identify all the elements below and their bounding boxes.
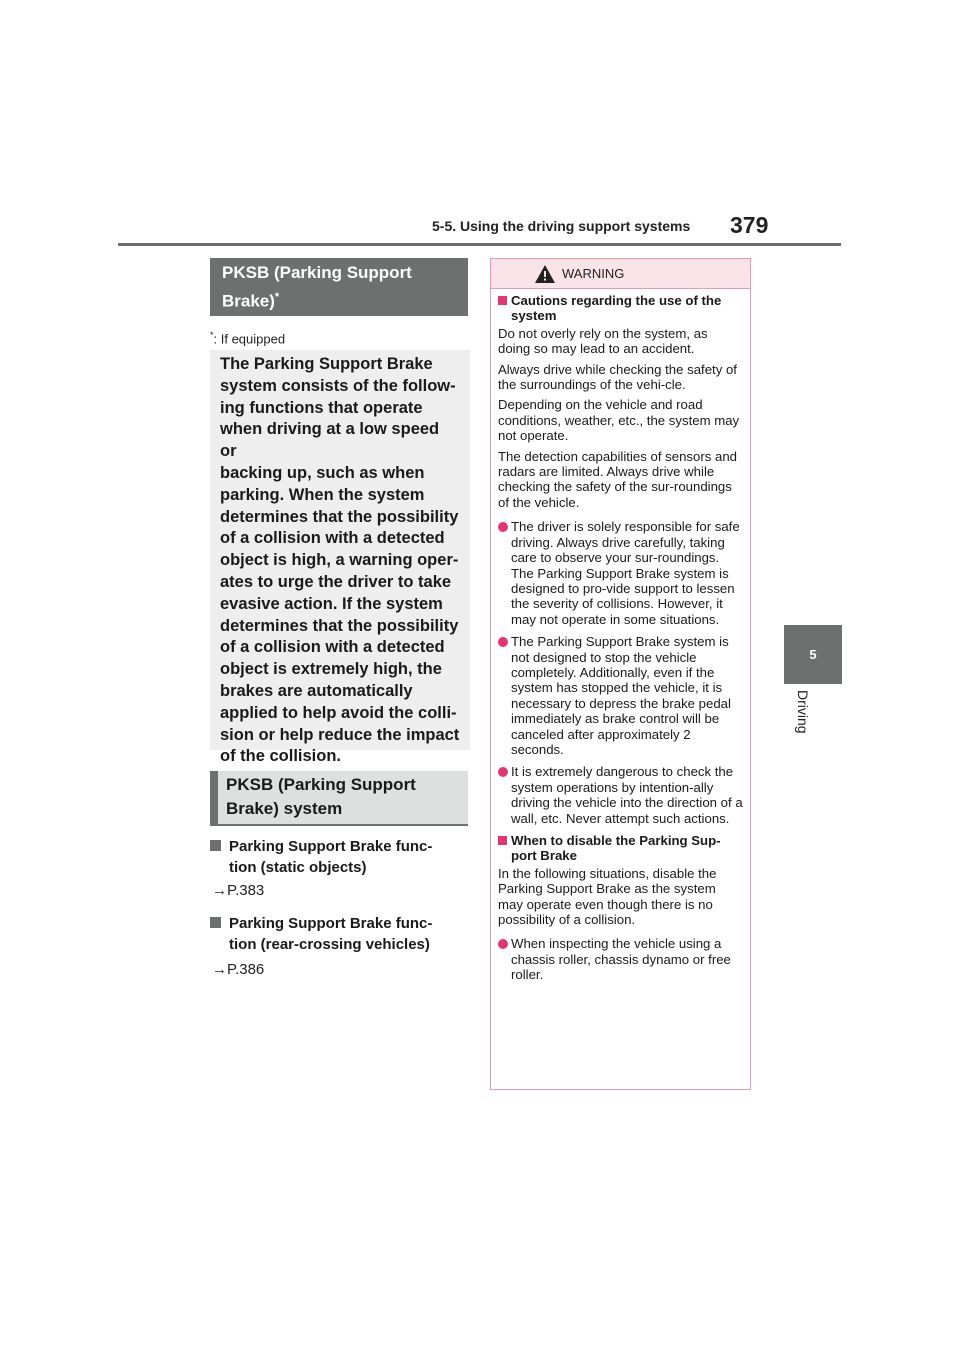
warning-bullet-text: The driver is solely responsible for safe driving. Always drive carefully, taking care to observe your sur-roundings. The Parking Support Brake system is designed to pro-vide support to lessen the severity of collisions. However, it may not operate in some situations. xyxy=(511,519,740,627)
intro-line: when driving at a low speed or xyxy=(220,420,440,461)
warning-triangle-icon xyxy=(534,264,556,284)
footnote-asterisk: * xyxy=(210,330,214,340)
intro-line: of a collision with a detected xyxy=(220,638,445,657)
warning-paragraph: The detection capabilities of sensors and radars are limited. Always drive while checking the safety of the sur-roundings of the vehicle. xyxy=(498,448,737,510)
warning-paragraph: Depending on the vehicle and road conditions, weather, etc., the system may not operate. xyxy=(498,397,740,444)
footnote xyxy=(210,330,285,346)
intro-line: ates to urge the driver to take xyxy=(220,572,452,591)
warning-bullet-text: When inspecting the vehicle using a chassis roller, chassis dynamo or free roller. xyxy=(511,936,731,983)
circle-bullet-icon xyxy=(498,939,508,949)
warning-paragraph: In the following situations, disable the Parking Support Brake as the system may operate even though there is no possibility of a collision. xyxy=(498,865,717,928)
intro-line: evasive action. If the system xyxy=(220,594,443,613)
footnote-text: : If equipped xyxy=(213,331,286,347)
footnote-mark: * xyxy=(274,291,280,303)
intro-line: backing up, such as when xyxy=(220,463,425,482)
subheading-line2: tion (rear-crossing vehicles) xyxy=(229,936,430,953)
warning-bullet-text: It is extremely dangerous to check the system operations by intention-ally driving the vehicle into the direction of a wall, etc. Never attempt such actions. xyxy=(511,764,743,826)
intro-line: ing functions that operate xyxy=(220,398,423,417)
section-title-pksb xyxy=(210,258,468,316)
subheading-rear-crossing xyxy=(210,913,470,955)
intro-line: The Parking Support Brake xyxy=(220,355,433,373)
section2-title-line2: Brake) system xyxy=(226,799,343,818)
warning-bullet xyxy=(498,634,743,757)
warning-subheading xyxy=(498,833,743,864)
chapter-label-text: Driving xyxy=(795,690,811,734)
chapter-label xyxy=(793,690,813,750)
section-title-pksb-system xyxy=(210,771,468,826)
warning-box xyxy=(490,258,751,1090)
header-rule xyxy=(118,243,841,246)
square-bullet-icon xyxy=(498,836,507,845)
warning-bullet xyxy=(498,519,743,627)
section-title-line1: PKSB (Parking Support xyxy=(222,263,412,282)
warning-paragraph: Always drive while checking the safety of the surroundings of the vehi-cle. xyxy=(498,361,737,393)
intro-line: determines that the possibility xyxy=(220,616,459,635)
warning-subheading-text: Cautions regarding the use of the system xyxy=(511,293,722,324)
intro-line: system consists of the follow- xyxy=(220,376,456,395)
square-bullet-icon xyxy=(210,917,221,928)
page-reference-link[interactable]: →P.383 xyxy=(212,882,265,899)
intro-line: of a collision with a detected xyxy=(220,529,445,548)
warning-bullet xyxy=(498,764,743,826)
chapter-tab: 5 xyxy=(784,625,842,684)
intro-line: object is extremely high, the xyxy=(220,660,442,679)
intro-line: sion or help reduce the impact xyxy=(220,725,460,744)
intro-line: of the collision. xyxy=(220,747,342,766)
subheading-line2: tion (static objects) xyxy=(229,859,367,876)
section-title-line2: Brake) xyxy=(222,291,275,311)
running-header: 5-5. Using the driving support systems xyxy=(432,218,691,234)
warning-bullet-text: The Parking Support Brake system is not designed to stop the vehicle completely. Additionally, even if the system has stopped the vehicle, it is necessary to depress the brake pedal immediately as brake control will be canceled after approximately 2 seconds. xyxy=(511,634,731,757)
warning-subheading-text: When to disable the Parking Sup-port Brake xyxy=(511,833,721,864)
warning-bullet xyxy=(498,936,743,982)
square-bullet-icon xyxy=(498,296,507,305)
page-number: 379 xyxy=(730,212,769,238)
warning-paragraph: Do not overly rely on the system, as doing so may lead to an accident. xyxy=(498,325,708,357)
circle-bullet-icon xyxy=(498,522,508,532)
intro-line: object is high, a warning oper- xyxy=(220,551,459,570)
square-bullet-icon xyxy=(210,840,221,851)
warning-title: WARNING xyxy=(562,266,625,281)
circle-bullet-icon xyxy=(498,637,508,647)
intro-summary-box xyxy=(210,350,470,766)
section2-title-line1: PKSB (Parking Support xyxy=(226,775,416,794)
page-reference-link[interactable]: →P.386 xyxy=(212,961,265,978)
circle-bullet-icon xyxy=(498,767,508,777)
warning-content xyxy=(498,293,743,990)
warning-header xyxy=(491,259,750,289)
intro-line: applied to help avoid the colli- xyxy=(220,703,457,722)
intro-line: parking. When the system xyxy=(220,485,425,504)
intro-line: determines that the possibility xyxy=(220,507,459,526)
warning-subheading xyxy=(498,293,743,324)
subheading-line1: Parking Support Brake func- xyxy=(229,838,433,855)
intro-line: brakes are automatically xyxy=(220,681,413,700)
subheading-line1: Parking Support Brake func- xyxy=(229,915,433,932)
subheading-static-objects xyxy=(210,836,470,878)
